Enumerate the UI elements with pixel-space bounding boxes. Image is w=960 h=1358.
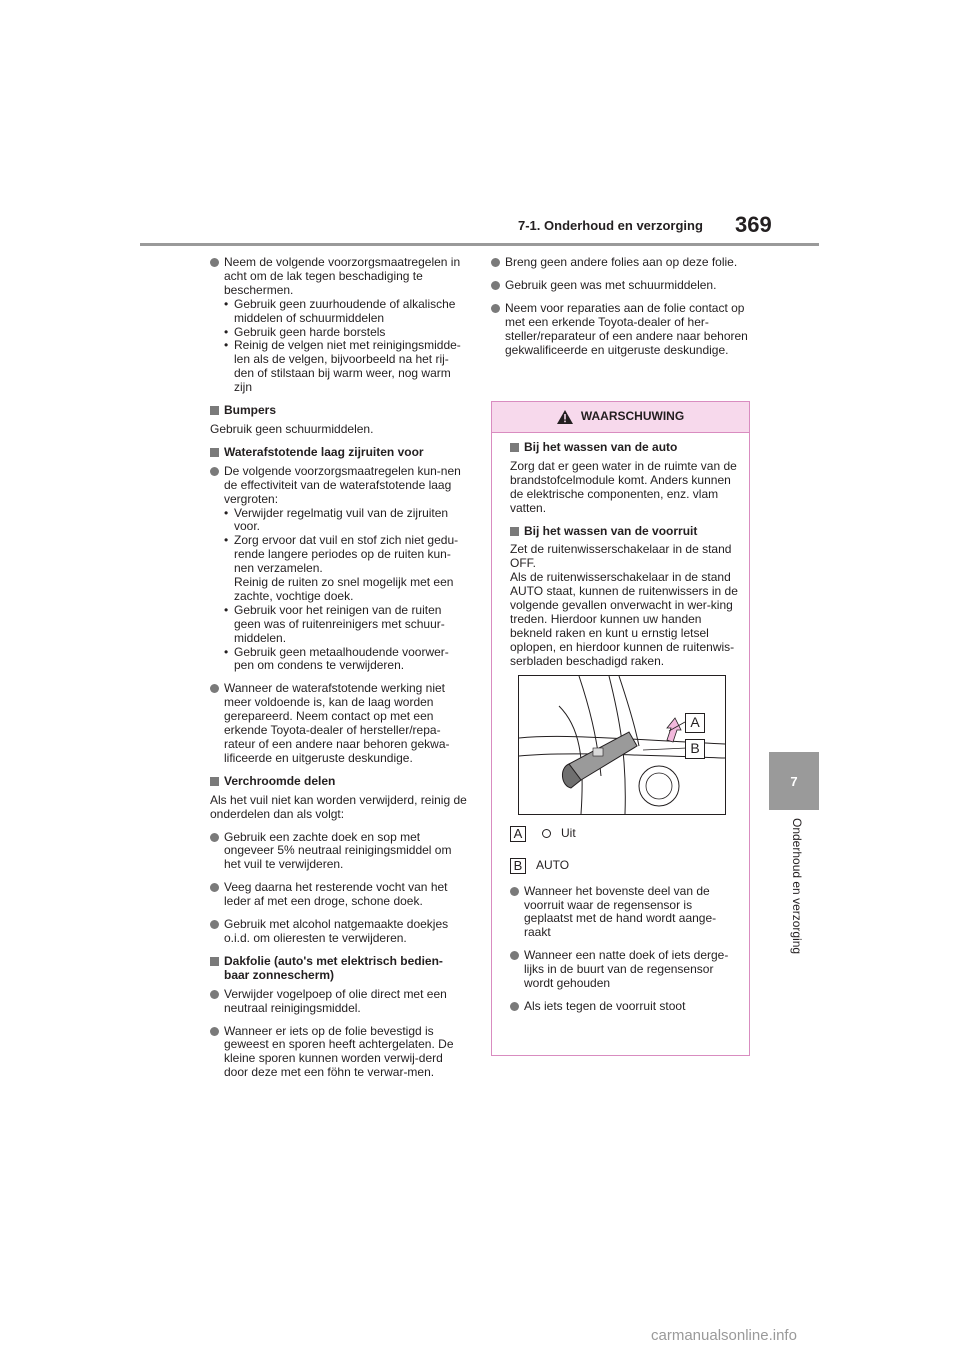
bullet-text: Neem de volgende voorzorgsmaatregelen in acht om de lak tegen beschadiging te beschermen. [224, 255, 461, 297]
right-column [491, 256, 751, 366]
warning-box [491, 401, 750, 1056]
sub-item: • Gebruik voor het reinigen van de ruiten geen was of ruitenreinigers met schuur-middelen. [224, 604, 468, 646]
paragraph: Zet de ruitenwisserschakelaar in de stand OFF. [510, 542, 732, 571]
bullet-item: Neem voor reparaties aan de folie contact op met een erkende Toyota-dealer of her-steller/reparateur of een andere naar behoren gekwalificeerde en uitgeruste deskundige. [491, 302, 751, 358]
bullet-item: Gebruik met alcohol natgemaakte doekjes o.i.d. om olieresten te verwijderen. [210, 918, 468, 946]
warning-heading-washing: Bij het wassen van de auto [510, 441, 740, 455]
wiper-switch-figure [518, 675, 726, 815]
warning-body [492, 433, 749, 1014]
paragraph: Gebruik geen schuurmiddelen. [210, 421, 374, 436]
bullet-item: Als iets tegen de voorruit stoot [510, 1000, 740, 1014]
sub-item: • Gebruik geen zuurhoudende of alkalische middelen of schuurmiddelen [224, 298, 468, 326]
bullet-item: Breng geen andere folies aan op deze folie. [491, 256, 751, 270]
legend-letter-a: A [510, 826, 526, 842]
chapter-label: Onderhoud en verzorging [790, 818, 804, 955]
warning-triangle-icon [557, 410, 573, 424]
left-column [210, 256, 468, 1089]
sub-item: • Gebruik geen metaalhoudende voorwer-pen om condens te verwijderen. [224, 646, 468, 674]
chapter-tab: 7 [769, 752, 819, 810]
legend-text-a: Uit [561, 825, 576, 840]
sub-item: • Verwijder regelmatig vuil van de zijruiten voor. [224, 507, 468, 535]
sub-item-continuation: Reinig de ruiten zo snel mogelijk met een zachte, vochtige doek. [234, 575, 454, 603]
section-heading-chrome: Verchroomde delen [210, 775, 468, 789]
off-position-icon [542, 829, 551, 838]
paragraph: Als de ruitenwisserschakelaar in de stand AUTO staat, kunnen de ruitenwissers in de volgende gevallen onverwacht in wer-king treden. Hierdoor kunnen uw handen bekneld raken en kunt u ernstig letsel oplopen, en hierdoor kunnen de ruitenwis-serbladen beschadigd raken. [510, 570, 738, 668]
bullet-item: Wanneer een natte doek of iets derge-lijks in de buurt van de regensensor wordt gehouden [510, 949, 740, 991]
bullet-item: Wanneer de waterafstotende werking niet meer voldoende is, kan de laag worden gerepareerd. Neem contact op met een erkende Toyota-dealer of hersteller/repa-rateur of een andere naar behoren gekwa-lificeerde en uitgeruste deskundige. [210, 682, 468, 765]
bullet-item: Gebruik een zachte doek en sop met ongeveer 5% neutraal reinigingsmiddel om het vuil te verwijderen. [210, 831, 468, 873]
section-heading-water-repellent: Waterafstotende laag zijruiten voor [210, 446, 468, 460]
bullet-text: De volgende voorzorgsmaatregelen kun-nen de effectiviteit van de waterafstotende laag vergroten: [224, 463, 461, 506]
paragraph: Zorg dat er geen water in de ruimte van de brandstofcelmodule komt. Anders kunnen de elektrische componenten, enz. vlam vatten. [510, 458, 737, 515]
bullet-item: Wanneer het bovenste deel van de voorruit waar de regensensor is geplaatst met de hand wordt aange-raakt [510, 885, 740, 941]
bullet-item [210, 465, 468, 674]
legend-row-a [510, 825, 740, 843]
bullet-item: Verwijder vogelpoep of olie direct met een neutraal reinigingsmiddel. [210, 988, 468, 1016]
legend-row-b [510, 857, 740, 875]
bullet-item: Wanneer er iets op de folie bevestigd is geweest en sporen heeft achtergelaten. De kleine sporen kunnen worden verwij-derd door deze met een föhn te verwar-men. [210, 1025, 468, 1081]
warning-heading-windshield: Bij het wassen van de voorruit [510, 525, 740, 539]
section-heading-roof-film: Dakfolie (auto's met elektrisch bedien-baar zonnescherm) [210, 955, 468, 983]
warning-title: WAARSCHUWING [580, 409, 685, 424]
callout-a: A [685, 713, 705, 733]
sub-item: • Zorg ervoor dat vuil en stof zich niet gedu-rende langere periodes op de ruiten kun-nen verzamelen. [224, 534, 468, 576]
bullet-item [210, 256, 468, 395]
section-title: 7-1. Onderhoud en verzorging [518, 218, 703, 233]
callout-b: B [685, 739, 705, 759]
sub-item: • Reinig de velgen niet met reinigingsmidde-len als de velgen, bijvoorbeeld na het rij-den of stilstaan bij warm weer, nog warm zijn [224, 339, 468, 395]
sub-item: • Gebruik geen harde borstels [224, 326, 468, 340]
bullet-item: Gebruik geen was met schuurmiddelen. [491, 279, 751, 293]
bullet-item: Veeg daarna het resterende vocht van het leder af met een droge, schone doek. [210, 881, 468, 909]
warning-header [492, 402, 749, 433]
header-rule [140, 243, 819, 246]
page-number: 369 [735, 212, 772, 237]
section-heading-bumpers: Bumpers [210, 404, 468, 418]
watermark: carmanualsonline.info [651, 1327, 797, 1344]
legend-text-b: AUTO [536, 857, 570, 872]
paragraph: Als het vuil niet kan worden verwijderd, reinig de onderdelen dan als volgt: [210, 792, 467, 821]
legend-letter-b: B [510, 858, 526, 874]
